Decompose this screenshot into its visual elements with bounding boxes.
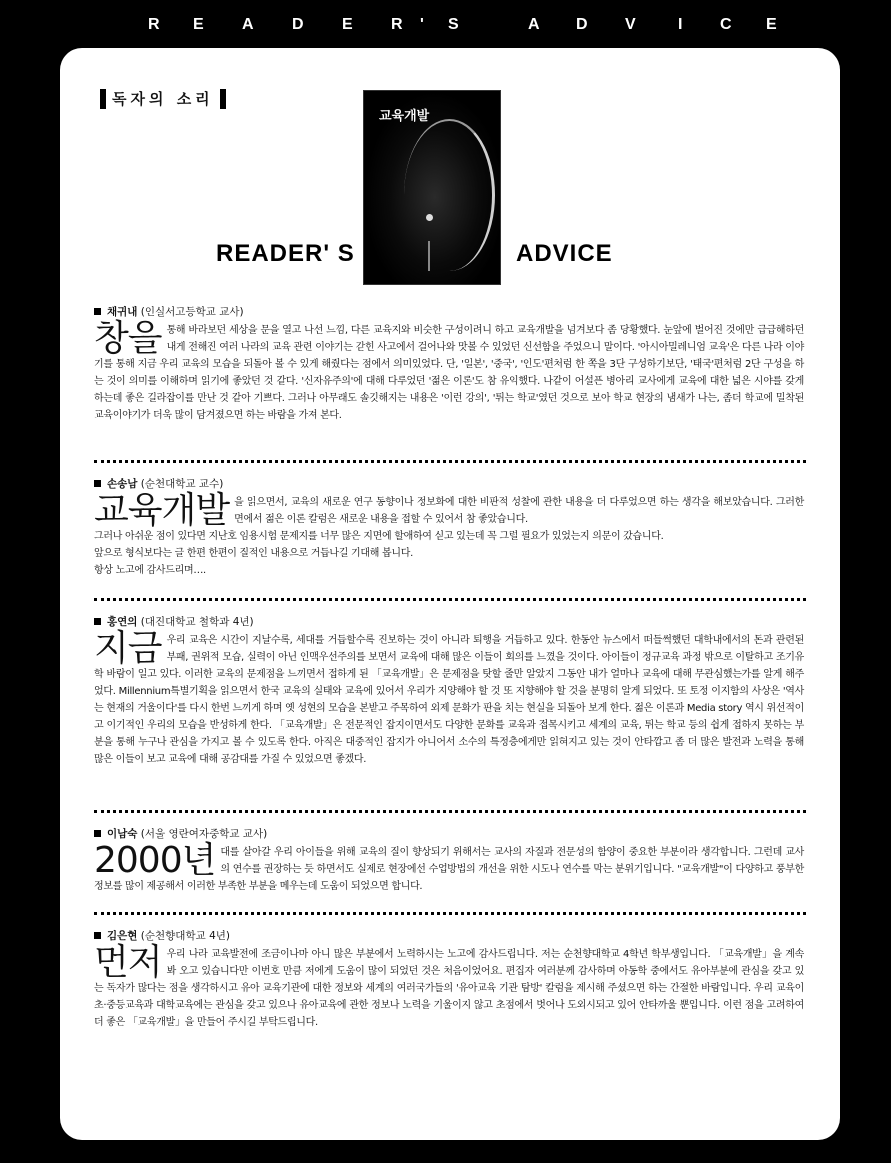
banner-letter: A: [528, 16, 540, 33]
banner-letter: A: [242, 16, 254, 33]
letter-author: [94, 476, 804, 491]
banner-letter: E: [766, 16, 777, 33]
banner-letter: R: [148, 16, 160, 33]
bullet-square: [94, 830, 101, 837]
letter: [94, 614, 804, 768]
dotted-divider: [94, 460, 806, 463]
drop-word: 창을: [94, 318, 162, 359]
letter: [94, 826, 804, 895]
letter: [94, 304, 804, 424]
letter-paragraph: 항상 노고에 감사드리며….: [94, 565, 206, 576]
dotted-divider: [94, 810, 806, 813]
letter: [94, 928, 804, 1031]
author-affiliation: (순천향대학교 4년): [140, 930, 230, 942]
banner-letter: S: [448, 16, 459, 33]
section-tag-label: 독자의 소리: [112, 90, 214, 108]
bullet-square: [94, 618, 101, 625]
letter: [94, 476, 804, 579]
letter-text: 대를 살아갈 우리 아이들을 위해 교육의 질이 향상되기 위해서는 교사의 자질과 전문성의 함양이 중요한 부분이라 생각합니다. 그런데 교사의 연수를 권장하는 듯 하면서도 실제로 현장에선 수업방법의 개선을 위한 시도나 연수를 막는 분위기입니다. "교육개발"이 다양하고 풍부한 정보를 많이 제공해서 이러한 부족한 부분을 메우는데 도움이 되었으면 합니다.: [94, 847, 804, 892]
cover-stem: [428, 241, 430, 271]
letter-author: [94, 928, 804, 943]
author-name: 이남숙: [107, 828, 138, 840]
author-name: 김은현: [107, 930, 138, 942]
letter-author: [94, 614, 804, 629]
tag-bar-left: [100, 89, 106, 109]
top-banner: [0, 10, 891, 40]
heading-right: ADVICE: [516, 240, 613, 267]
bullet-square: [94, 480, 101, 487]
banner-letter: I: [678, 16, 683, 33]
section-tag: [94, 88, 232, 109]
letter-body: [94, 942, 804, 1031]
drop-word: 지금: [94, 628, 162, 669]
author-affiliation: (순천대학교 교수): [140, 478, 224, 490]
bullet-square: [94, 932, 101, 939]
author-affiliation: (인실서고등학교 교사): [140, 306, 244, 318]
letter-body: [94, 318, 804, 424]
drop-word: 2000년: [94, 840, 216, 881]
banner-letter: E: [342, 16, 353, 33]
letter-text: 통해 바라보던 세상을 문을 열고 나선 느낌, 다른 교육지와 비슷한 구성이려니 하고 교육개발을 넘겨보다 좀 당황했다. 눈앞에 벌어진 것에만 급급해하던 내게 전해진 여러 나라의 교육 관련 이야기는 갇힌 사고에서 걸어나와 맛볼 수 있었던 신선함을 주었으니 말이다. '아시아밀레니엄 교육'은 다른 나라 이야기를 통해 지금 우리 교육의 모습을 되돌아 볼 수 있게 해줬다는 점에서 의미있었다. 단, '일본', '중국', '인도'편처럼 한 쪽을 3단 구성하기보단, '태국'편처럼 2단 구성을 하는 것이 의미를 이해하며 읽기에 좋았던 것 같다. '신자유주의'에 대해 다루었던 '젊은 이론'도 참 유익했다. 나같이 어설픈 병아리 교사에게 교육에 대한 넓은 시야를 갖게 하는데 좋은 길라잡이를 만난 것 같아 기쁘다. 그러나 아무래도 솔깃해지는 내용은 '이런 강의', '튀는 학교'였던 것으로 보아 학교 현장의 냄새가 나는, 좀더 학교에 밀착된 교육이야기가 더욱 많이 담겨졌으면 하는 바람을 가져 본다.: [94, 325, 804, 421]
banner-letter: V: [625, 16, 636, 33]
cover-dot: [426, 214, 433, 221]
letter-text: 을 읽으면서, 교육의 새로운 연구 동향이나 정보화에 대한 비판적 성찰에 관한 내용을 더 다루었으면 하는 생각을 해보았습니다. 그러한 면에서 젊은 이론 칼럼은 새로운 내용을 접할 수 있어서 참 좋았습니다.: [234, 497, 804, 525]
author-affiliation: (대진대학교 철학과 4년): [140, 616, 254, 628]
dotted-divider: [94, 598, 806, 601]
banner-letter: D: [292, 16, 304, 33]
letter-author: [94, 826, 804, 841]
cover-title: 교육개발: [379, 109, 430, 124]
author-affiliation: (서울 영란여자중학교 교사): [140, 828, 268, 840]
letter-paragraph: 그러나 아쉬운 점이 있다면 지난호 임용시험 문제지를 너무 많은 지면에 할애하여 싣고 있는데 꼭 그럴 필요가 있었는지 의문이 갔습니다.: [94, 531, 664, 542]
letter-body: [94, 490, 804, 579]
drop-word: 교육개발: [94, 490, 230, 531]
banner-letter: R: [391, 16, 403, 33]
letter-text: 우리 나라 교육발전에 조금이나마 아니 많은 부분에서 노력하시는 노고에 감사드립니다. 저는 순천향대학교 4학년 학부생입니다. 「교육개발」을 계속 봐 오고 있습니다만 이번호 만큼 저에게 도움이 많이 되었던 것은 처음이었어요. 편집자 여러분께 감사하며 아동학 중에서도 유아부분에 관심을 갖고 있는 독자가 많다는 점을 생각하시고 유아 교육기관에 대한 정보와 세계의 여러국가들의 '유아교육 기관 탐방' 칼럼을 제시해 주셨으면 하는 간절한 바람입니다. 우리 교육이 초·중등교육과 대학교육에는 관심을 갖고 있으나 유아교육에 관한 정보나 노력을 기울이지 않고 초점에서 벗어나 도외시되고 있어 안타까울 뿐입니다. 이런 점을 고려하여 더 좋은 「교육개발」을 만들어 주시길 부탁드립니다.: [94, 949, 804, 1028]
banner-letter: E: [193, 16, 204, 33]
bullet-square: [94, 308, 101, 315]
author-name: 채귀내: [107, 306, 138, 318]
magazine-cover-image: [363, 90, 501, 285]
banner-letter: D: [576, 16, 588, 33]
author-name: 손송남: [107, 478, 138, 490]
letter-text: 우리 교육은 시간이 지날수록, 세대를 거듭할수록 진보하는 것이 아니라 퇴행을 거듭하고 있다. 한동안 뉴스에서 떠들썩했던 대학내에서의 돈과 관련된 부패, 권위적 모습, 실력이 아닌 인맥우선주의를 보면서 교육에 대해 많은 이들이 회의를 느꼈을 것이다. 아이들이 정규교육 과정 밖으로 이탈하고 조기유학 바람이 일고 있다. 이러한 교육의 문제점을 느끼면서 접하게 된 「교육개발」은 문제점을 탓할 줄만 알았지 그동안 내가 얼마나 교육에 대해 무관심했는가를 알게 해주었다. Millennium특별기획을 읽으면서 한국 교육의 실태와 교육에 있어서 우리가 지양해야 할 것 또 지향해야 할 것을 분명히 알게 되었다. 또 토정 이지함의 사상은 '역사는 현재의 거울이다'를 다시 한번 느끼게 하며 옛 성현의 모습을 본받고 주목하여 외제 문화가 판을 치는 현실을 되돌아 보게 한다. 젊은 이론과 Media story 역시 위선적이고 이기적인 우리의 모습을 반성하게 한다. 「교육개발」은 전문적인 잡지이면서도 다양한 문화를 교육과 접목시키고 세계의 교육, 튀는 학교 등의 쉽게 접하지 못하는 부분을 통해 누구나 관심을 가지고 볼 수 있도록 한다. 아직은 대중적인 잡지가 아니어서 소수의 특정층에게만 읽혀지고 있는 것이 안타깝고 좀 더 많은 발전과 노력을 통해 많은 이들이 보고 교육에 대해 공감대를 가질 수 있었으면 좋겠다.: [94, 635, 804, 765]
banner-letter: ': [420, 16, 424, 33]
letter-author: [94, 304, 804, 319]
author-name: 홍연의: [107, 616, 138, 628]
letter-body: [94, 628, 804, 768]
letter-paragraph: 앞으로 형식보다는 글 한편 한편이 질적인 내용으로 거듭나길 기대해 봅니다.: [94, 548, 413, 559]
cover-arc: [404, 119, 495, 271]
letter-body: [94, 840, 804, 895]
dotted-divider: [94, 912, 806, 915]
page: [60, 48, 840, 1140]
heading-left: READER' S: [216, 240, 355, 267]
tag-bar-right: [220, 89, 226, 109]
drop-word: 먼저: [94, 942, 162, 983]
banner-letter: C: [720, 16, 732, 33]
